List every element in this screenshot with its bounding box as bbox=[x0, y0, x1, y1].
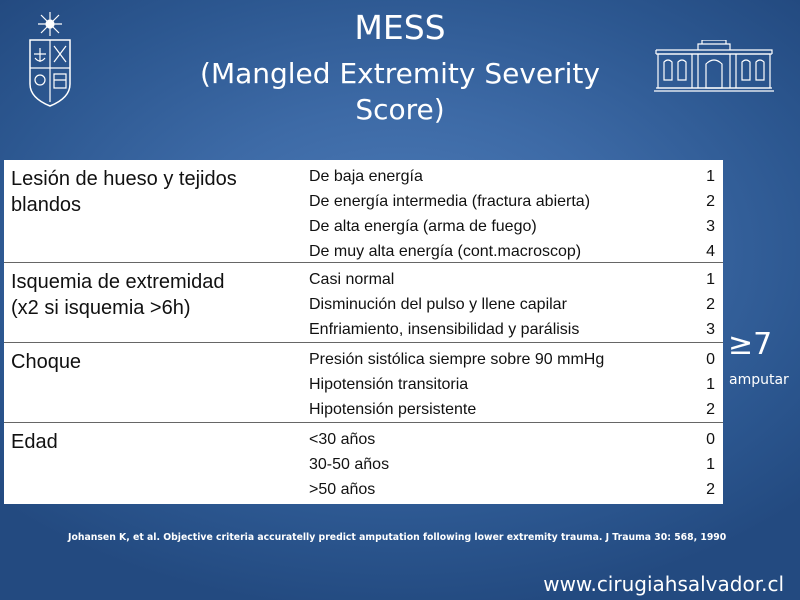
amputation-threshold-label: amputar bbox=[729, 372, 789, 388]
score-item bbox=[309, 397, 715, 422]
item-score: 0 bbox=[706, 430, 715, 448]
group-label bbox=[11, 166, 301, 218]
item-text: 30-50 años bbox=[309, 455, 390, 473]
item-text: Enfriamiento, insensibilidad y parálisis bbox=[309, 320, 580, 338]
score-group-limb-ischemia bbox=[4, 263, 723, 343]
score-item bbox=[309, 214, 715, 239]
item-text: De energía intermedia (fractura abierta) bbox=[309, 192, 591, 210]
citation-reference: Johansen K, et al. Objective criteria accuratelly predict amputation following lower extremity trauma. J Trauma 30: 568, 1990 bbox=[68, 532, 727, 543]
item-text: Hipotensión persistente bbox=[309, 400, 477, 418]
item-text: Hipotensión transitoria bbox=[309, 375, 469, 393]
amputation-threshold-value: ≥7 bbox=[728, 327, 773, 362]
score-item bbox=[309, 239, 715, 264]
score-group-shock bbox=[4, 343, 723, 423]
item-text: De baja energía bbox=[309, 167, 423, 185]
group-label-line: blandos bbox=[11, 194, 82, 216]
score-group-age bbox=[4, 423, 723, 504]
item-score: 3 bbox=[706, 217, 715, 235]
item-score: 1 bbox=[706, 375, 715, 393]
score-item bbox=[309, 189, 715, 214]
group-label-line: Choque bbox=[11, 351, 82, 373]
mess-score-table bbox=[4, 160, 723, 504]
subtitle-line-2: Score) bbox=[355, 93, 445, 126]
item-score: 3 bbox=[706, 320, 715, 338]
group-label-line: (x2 si isquemia >6h) bbox=[11, 297, 191, 319]
item-text: De alta energía (arma de fuego) bbox=[309, 217, 537, 235]
group-label-line: Lesión de hueso y tejidos bbox=[11, 168, 237, 190]
score-item bbox=[309, 292, 715, 317]
page-title: MESS bbox=[354, 8, 446, 47]
item-text: >50 años bbox=[309, 480, 376, 498]
item-score: 1 bbox=[706, 455, 715, 473]
item-score: 2 bbox=[706, 295, 715, 313]
score-item bbox=[309, 347, 715, 372]
item-text: De muy alta energía (cont.macroscop) bbox=[309, 242, 582, 260]
group-label-line: Edad bbox=[11, 431, 58, 453]
group-label bbox=[11, 349, 301, 375]
item-score: 0 bbox=[706, 350, 715, 368]
page-subtitle bbox=[120, 56, 680, 128]
item-score: 1 bbox=[706, 270, 715, 288]
item-text: Presión sistólica siempre sobre 90 mmHg bbox=[309, 350, 605, 368]
item-text: <30 años bbox=[309, 430, 376, 448]
item-score: 4 bbox=[706, 242, 715, 260]
item-score: 1 bbox=[706, 167, 715, 185]
item-text: Disminución del pulso y llene capilar bbox=[309, 295, 567, 313]
score-item bbox=[309, 452, 715, 477]
score-item bbox=[309, 267, 715, 292]
item-score: 2 bbox=[706, 480, 715, 498]
item-score: 2 bbox=[706, 400, 715, 418]
score-item bbox=[309, 164, 715, 189]
university-emblem-logo bbox=[24, 10, 76, 110]
group-label bbox=[11, 429, 301, 455]
score-item bbox=[309, 477, 715, 502]
item-text: Casi normal bbox=[309, 270, 395, 288]
score-item bbox=[309, 372, 715, 397]
group-label bbox=[11, 269, 301, 321]
score-item bbox=[309, 427, 715, 452]
website-url: www.cirugiahsalvador.cl bbox=[543, 572, 784, 596]
subtitle-line-1: (Mangled Extremity Severity bbox=[200, 57, 600, 90]
score-group-bone-soft-tissue bbox=[4, 160, 723, 263]
group-label-line: Isquemia de extremidad bbox=[11, 271, 225, 293]
item-score: 2 bbox=[706, 192, 715, 210]
score-item bbox=[309, 317, 715, 342]
